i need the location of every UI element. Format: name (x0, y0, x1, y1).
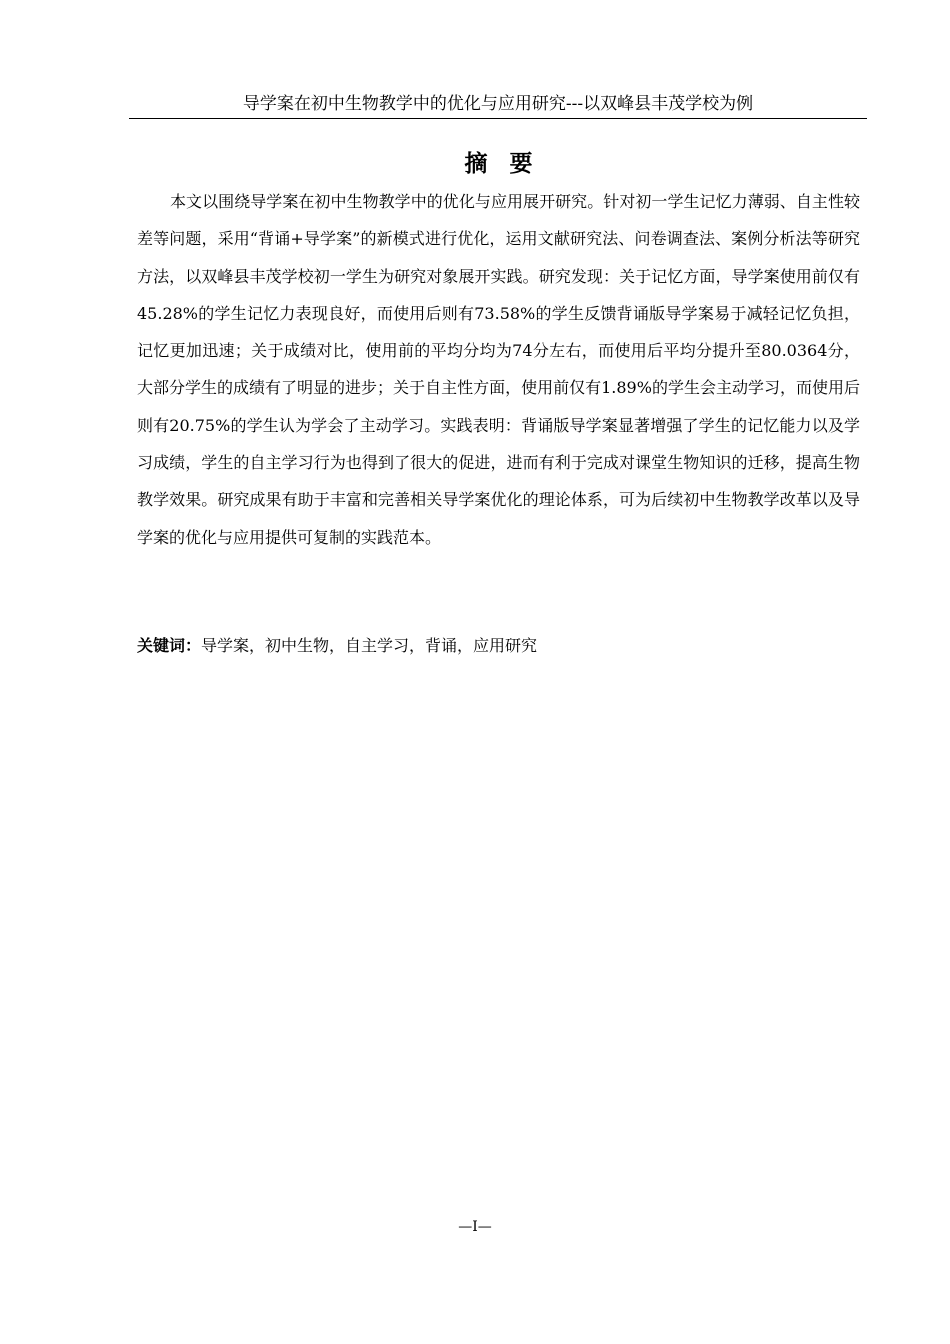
abstract-body: 本文以围绕导学案在初中生物教学中的优化与应用展开研究。针对初一学生记忆力薄弱、自主性较差等问题，采用“背诵+导学案”的新模式进行优化，运用文献研究法、问卷调查法、案例分析法等研究方法，以双峰县丰茂学校初一学生为研究对象展开实践。研究发现：关于记忆方面，导学案使用前仅有45.28%的学生记忆力表现良好，而使用后则有73.58%的学生反馈背诵版导学案易于减轻记忆负担，记忆更加迅速；关于成绩对比，使用前的平均分均为74分左右，而使用后平均分提升至80.0364分，大部分学生的成绩有了明显的进步；关于自主性方面，使用前仅有1.89%的学生会主动学习，而使用后则有20.75%的学生认为学会了主动学习。实践表明：背诵版导学案显著增强了学生的记忆能力以及学习成绩，学生的自主学习行为也得到了很大的促进，进而有利于完成对课堂生物知识的迁移，提高生物教学效果。研究成果有助于丰富和完善相关导学案优化的理论体系，可为后续初中生物教学改革以及导学案的优化与应用提供可复制的实践范本。 (137, 192, 860, 547)
keywords-list: 导学案，初中生物，自主学习，背诵，应用研究 (201, 636, 538, 655)
abstract-title: 摘要 (464, 151, 555, 177)
keywords-label: 关键词： (137, 636, 202, 655)
running-header: 导学案在初中生物教学中的优化与应用研究---以双峰县丰茂学校为例 (129, 92, 867, 119)
page-number: —I— (458, 1219, 492, 1235)
keywords-line (137, 627, 860, 664)
